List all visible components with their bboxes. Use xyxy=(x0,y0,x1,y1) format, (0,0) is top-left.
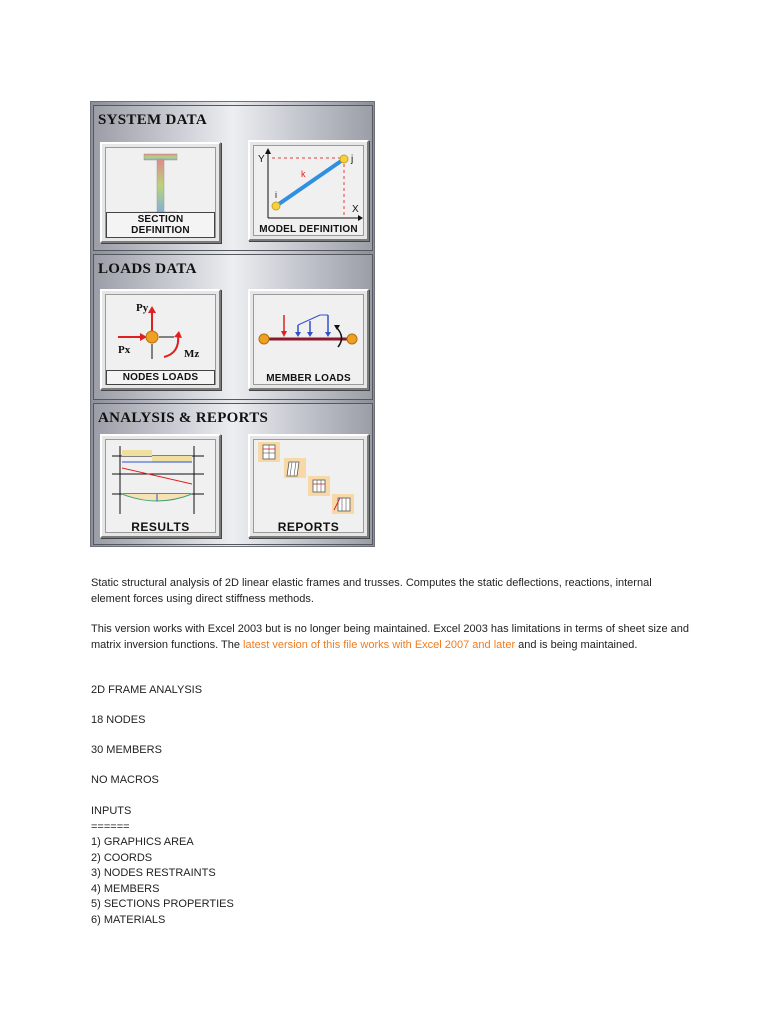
section-definition-button[interactable] xyxy=(100,142,221,243)
member-k-label: k xyxy=(301,169,306,179)
inputs-block xyxy=(91,804,691,928)
analysis-reports-title: ANALYSIS & REPORTS xyxy=(98,410,269,426)
member-loads-label: MEMBER LOADS xyxy=(266,373,351,384)
inputs-item: 1) GRAPHICS AREA xyxy=(91,836,194,848)
inputs-item: 6) MATERIALS xyxy=(91,913,166,926)
section-definition-label: SECTION DEFINITION xyxy=(106,212,215,238)
inputs-item: 2) COORDS xyxy=(91,851,153,864)
system-data-section xyxy=(93,105,373,251)
no-macros-line: NO MACROS xyxy=(91,774,159,786)
reports-label: REPORTS xyxy=(277,520,340,534)
py-label: Py xyxy=(136,302,149,314)
loads-data-title: LOADS DATA xyxy=(98,261,197,277)
inputs-item: 3) NODES RESTRAINTS xyxy=(91,867,216,879)
system-data-title: SYSTEM DATA xyxy=(98,112,208,128)
frame-analysis-line: 2D FRAME ANALYSIS xyxy=(91,684,203,696)
members-count-line: 30 MEMBERS xyxy=(91,744,162,756)
nodes-loads-button[interactable] xyxy=(100,289,221,390)
nodes-loads-label: NODES LOADS xyxy=(106,370,215,385)
y-axis-label: Y xyxy=(258,154,265,165)
member-loads-button[interactable] xyxy=(248,289,369,390)
nodes-count-line: 18 NODES xyxy=(91,714,146,726)
x-axis-label: X xyxy=(352,204,359,215)
px-label: Px xyxy=(118,344,131,356)
version-text-start: This version works with Excel 2003 but is no longer being maintained. Excel 2003 has limitations in terms of sheet size and matrix inversion functions. The xyxy=(91,623,689,651)
inputs-title: INPUTS xyxy=(91,805,132,817)
inputs-item: 5) SECTIONS PROPERTIES xyxy=(91,898,234,910)
menu-panel xyxy=(90,101,375,547)
inputs-item: 4) MEMBERS xyxy=(91,882,160,895)
inputs-rule: ====== xyxy=(91,820,130,833)
mz-label: Mz xyxy=(184,348,200,360)
model-definition-label: MODEL DEFINITION xyxy=(259,224,358,235)
reports-button[interactable] xyxy=(248,434,369,538)
version-text-end: and is being maintained. xyxy=(515,638,638,651)
latest-version-link[interactable]: latest version of this file works with Excel 2007 and later xyxy=(243,638,516,651)
node-i-label: i xyxy=(275,190,277,200)
version-paragraph xyxy=(91,622,691,653)
results-label: RESULTS xyxy=(131,520,190,534)
node-j-label: j xyxy=(351,154,354,165)
model-definition-button[interactable] xyxy=(248,140,369,241)
analysis-reports-section xyxy=(93,403,373,545)
description-paragraph: Static structural analysis of 2D linear elastic frames and trusses. Computes the static deflections, reactions, internal element forces using direct stiffness methods. xyxy=(91,577,652,605)
loads-data-section xyxy=(93,254,373,400)
results-button[interactable] xyxy=(100,434,221,538)
